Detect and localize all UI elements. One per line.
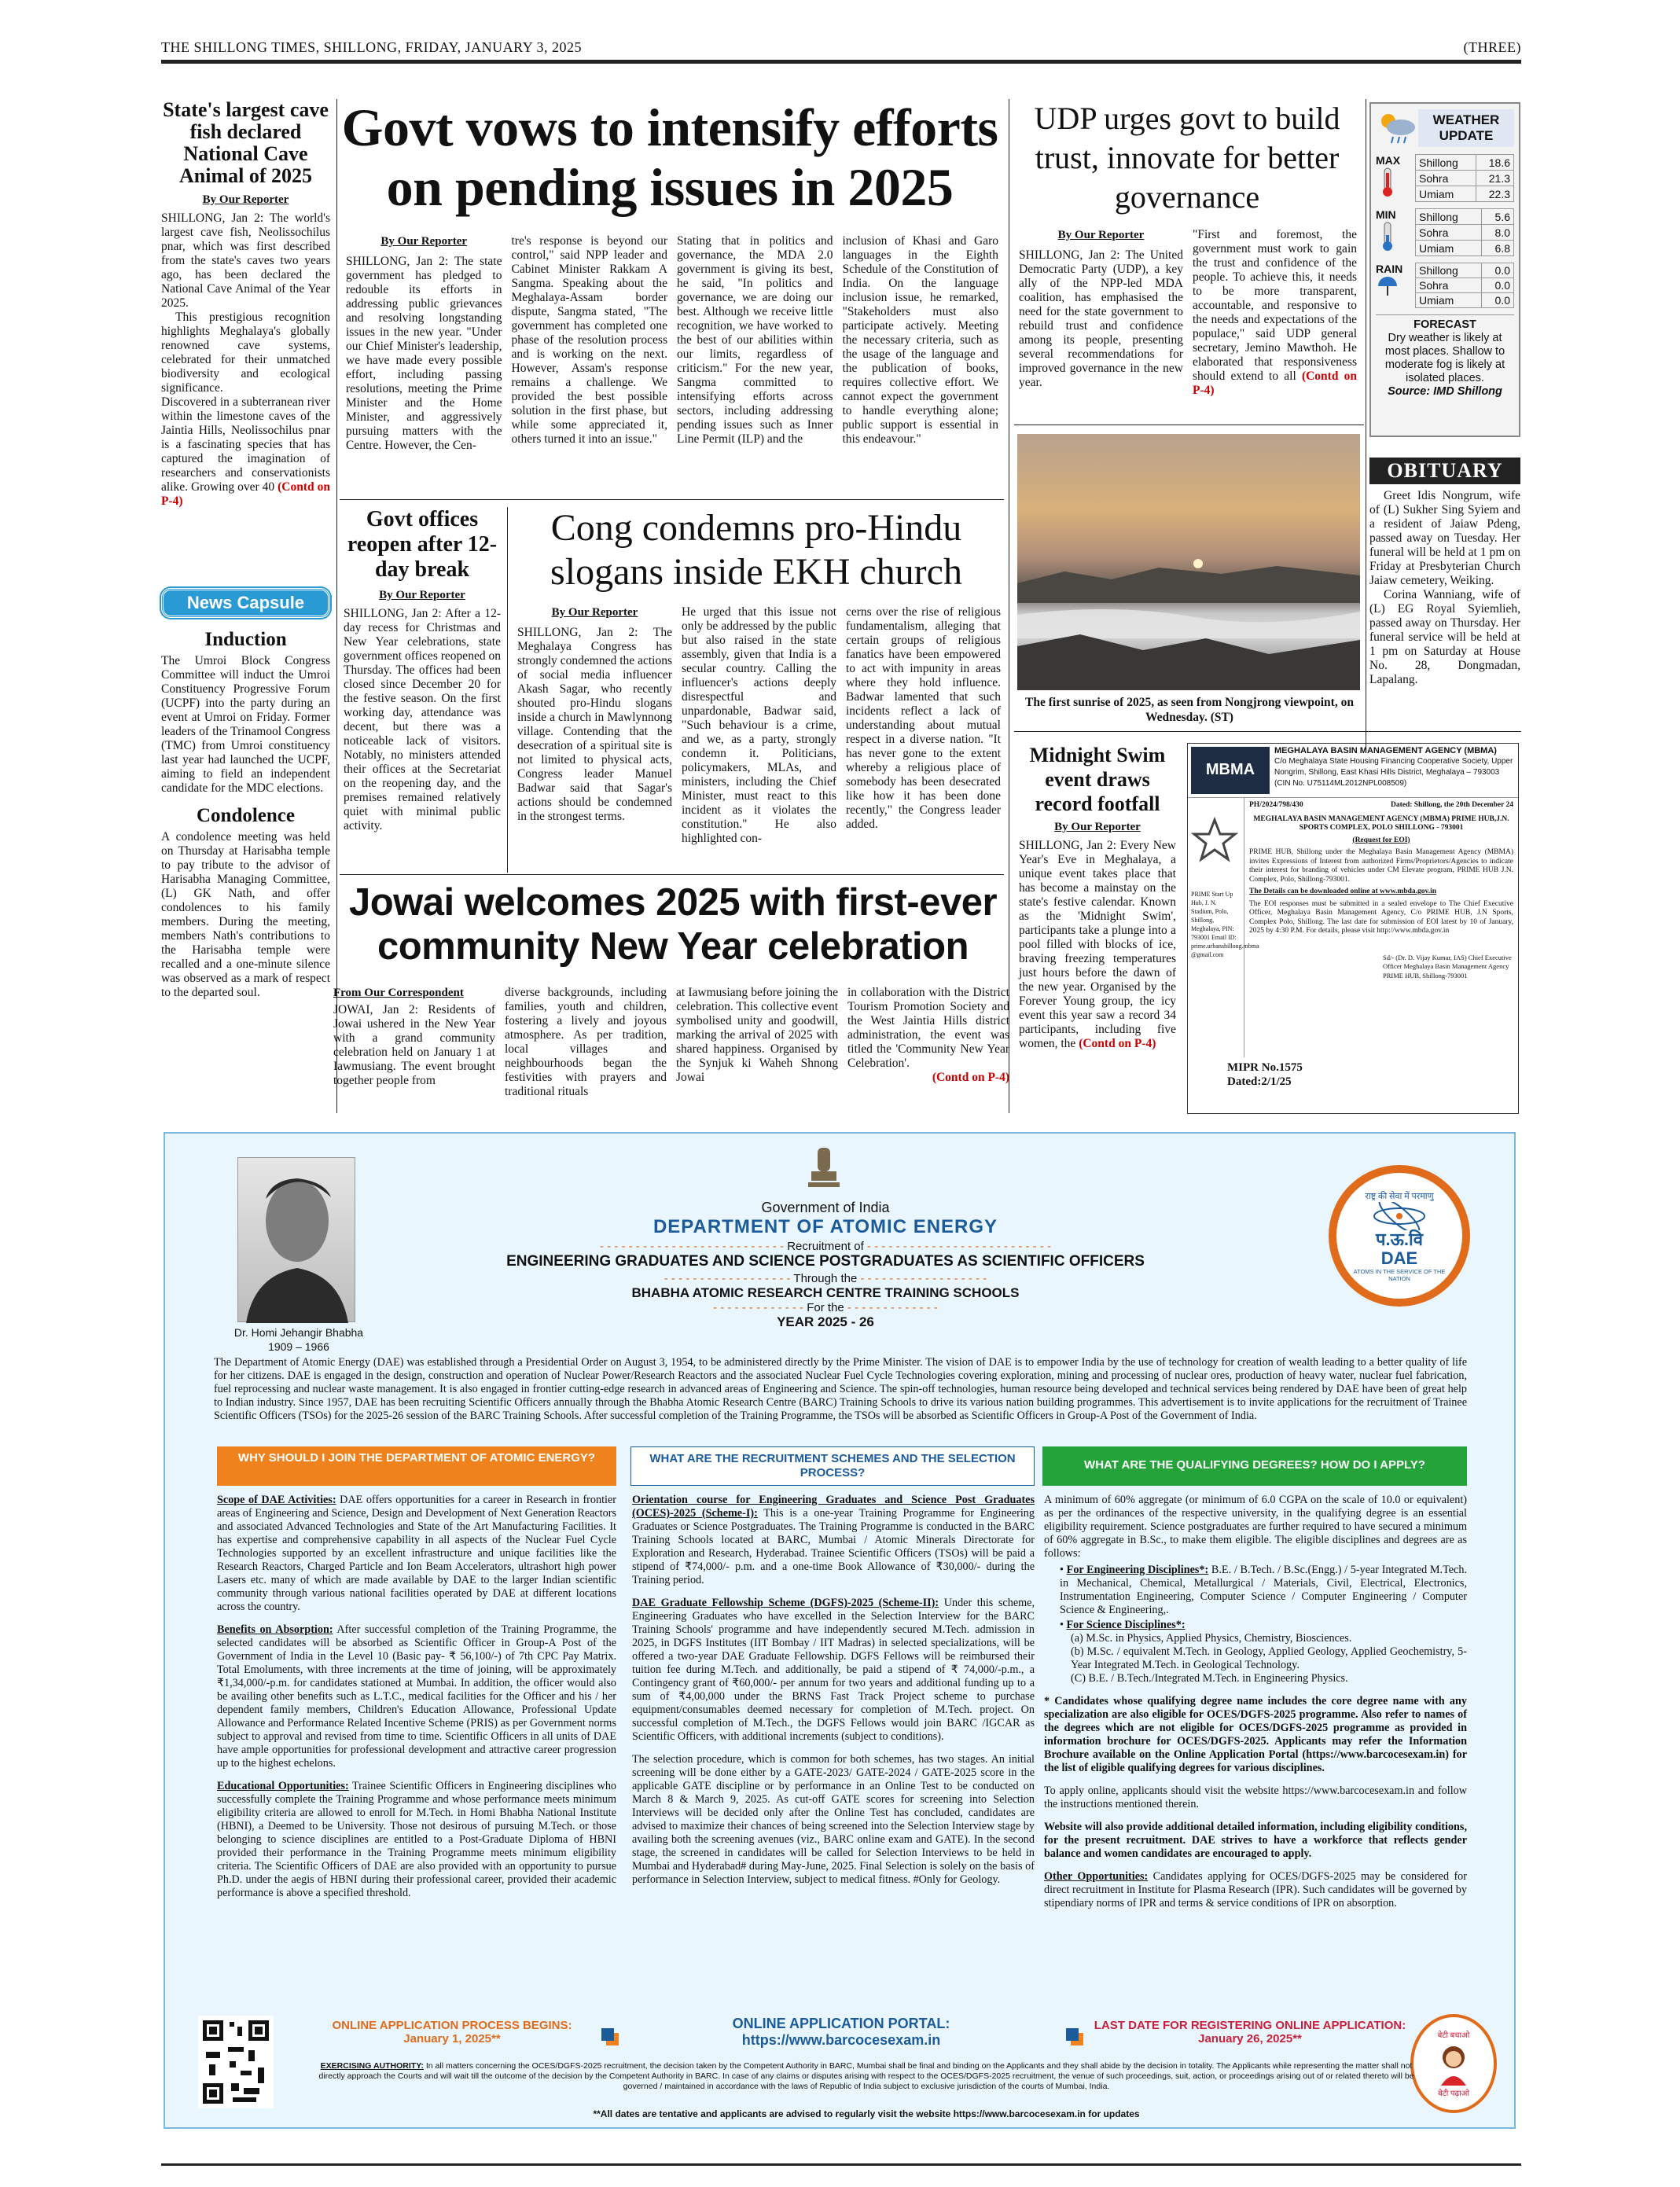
page-header	[161, 39, 1521, 60]
govt-vows-article	[346, 234, 998, 453]
cong-text-3: cerns over the rise of religious fundamentalism, alleging that certain groups of religious fanatics have been empowered to act with impunity in areas where they hold influence. Badwar lamented that such incidents reflect a lack of understanding about mutual respect in a diverse nation. "It has never gone to the extent whereby a religious place of somebody has been desecrated like how it has been done recently," the Congress leader added.	[846, 605, 1001, 831]
portrait-years: 1909 – 1966	[268, 1340, 329, 1353]
star-emblem-icon	[1191, 817, 1238, 864]
midnight-article	[1019, 743, 1176, 1051]
dae-logo	[1329, 1165, 1470, 1307]
col2-header: WHAT ARE THE RECRUITMENT SCHEMES AND THE SELECTION PROCESS?	[630, 1446, 1035, 1486]
govt-vows-col-3	[677, 234, 833, 453]
wx-place: Sohra	[1416, 171, 1476, 186]
forecast	[1376, 314, 1514, 399]
obituary	[1369, 458, 1520, 687]
wx-value: 8.0	[1482, 225, 1514, 241]
col-rule-left	[336, 99, 337, 1113]
udp-contd[interactable]: (Contd on P-4)	[1193, 369, 1357, 397]
dae-title1: ENGINEERING GRADUATES AND SCIENCE POSTGRADUATES AS SCIENTIFIC OFFICERS	[506, 1253, 1145, 1270]
mbma-body-wrap	[1188, 798, 1518, 1057]
dae-ad	[164, 1132, 1516, 2129]
authority	[316, 2061, 1417, 2092]
dae-title2: BHABHA ATOMIC RESEARCH CENTRE TRAINING SCHOOLS	[631, 1285, 1020, 1300]
mbma-footer	[1188, 1057, 1518, 1092]
mbma-org2: MEGHALAYA BASIN MANAGEMENT AGENCY (MBMA) PRIME HUB,J.N. SPORTS COMPLEX, POLO SHILLONG - 793001	[1253, 814, 1509, 832]
dae-titles	[401, 1200, 1250, 1330]
col3-sci-item: (C) B.E. / B.Tech./Integrated M.Tech. in Engineering Physics.	[1071, 1672, 1348, 1685]
govt-offices-body: SHILLONG, Jan 2: After a 12-day recess for Christmas and New Year celebrations, state government offices reopened on Thursday. The offices had been closed since December 20 for the festive season. On the first working day, attendance was decent, but there was a noticeable lack of visitors. Notably, no ministers attended their offices at the Secretariat on the reopening day, and the premises remained relatively quiet with minimal public activity.	[344, 607, 501, 833]
dae-recruitment-of: Recruitment of	[787, 1240, 864, 1253]
dae-gov: Government of India	[761, 1200, 890, 1215]
udp-byline: By Our Reporter	[1057, 229, 1145, 241]
jowai-byline: From Our Correspondent	[333, 987, 464, 999]
wx-place: Umiam	[1416, 241, 1482, 256]
jowai-text-3: at Iawmusiang before joining the celebration. This collective event symbolised unity and goodwill, marking the arrival of 2025 with shared happiness. Organised by the Synjuk ki Waheh Shnong Jowai	[676, 986, 838, 1084]
para-head: DAE Graduate Fellowship Scheme (DGFS)-2025 (Scheme-II):	[632, 1597, 939, 1609]
sunrise-photo	[1017, 434, 1360, 690]
udp-col-2	[1193, 228, 1357, 398]
mbma-ref-row	[1249, 801, 1513, 810]
portrait-silhouette-icon	[238, 1158, 356, 1323]
govt-vows-col-4	[843, 234, 999, 453]
mbma-mipr: MIPR No.1575	[1227, 1061, 1303, 1074]
jowai-contd[interactable]: (Contd on P-4)	[932, 1071, 1009, 1084]
authority-text: In all matters concerning the OCES/DGFS-2025 recruitment, the decision taken by the Competent Authority in BARC, Mumbai shall be final and binding on the Applicants and they shall abide by the decision in totality. The Applicants while representing the matter shall not directly approach the Courts and will wait till the outcome of the decision by the Competent Authority in BARC. In case of any claims or disputes arising with respect to the OCES/DGFS-2025 recruitment, the venue of such proceedings, suit, action, or proceedings arising out of or related thereto will be governed / maintained in accordance with the laws of Republic of India subject to exclusive jurisdiction of the courts of Mumbai, India.	[318, 2061, 1414, 2091]
col3-eng: • For Engineering Disciplines*: B.E. / B.Tech. / B.Sc.(Engg.) / 5-year Integrated M.Tech. in Mechanical, Chemical, Metallurgical / Materials, Civil, Electrical, Electronics, Instrumentation Engineering, Computer Science / Computer Engineering / Computer Science & Engineering,.	[1060, 1564, 1467, 1616]
cong-byline: By Our Reporter	[551, 606, 638, 619]
thermometer-cold-icon	[1376, 221, 1399, 252]
rule-govt-vows-bottom	[340, 499, 1004, 500]
rain-row	[1416, 293, 1514, 308]
govt-vows-text-2: tre's response is beyond our control," said NPP leader and Cabinet Minister Rakkam A Sangma. Speaking about the Meghalaya-Assam border dispute, Sangma stated, "The government has completed one phase of the resolution process and is working on the next. However, Assam's response remains a challenge. We provided the best possible solution in the first phase, but while some appreciated it, others turned it into an issue."	[511, 234, 667, 446]
col3-sci-item: (b) M.Sc. / equivalent M.Tech. in Geology, Applied Geology, Applied Geochemistry, 5-Year Integrated M.Tech. in Geological Technology.	[1071, 1645, 1467, 1671]
qr-code[interactable]	[198, 2016, 274, 2108]
wx-place: Umiam	[1416, 293, 1482, 308]
rain-row	[1416, 263, 1514, 278]
mbma-ad	[1187, 743, 1519, 1114]
para-text: DAE offers opportunities for a career in Research in frontier areas of Engineering and Science, Design and Development of Next Generation Reactors and associated Advanced Technologies and State of the Art Manufacturing Facilities. It has expertise and comprehensive capability in all aspects of the Nuclear Fuel Cycle Technologies supported by an excellent infrastructure and unique facilities like the Research Reactors, Charged Particle and Ion Beam Accelerators, ultrashort high power Lasers etc. many of which are made available by DAE to the larger Indian scientific community through various national facilities operated by DAE at different locations across the country.	[217, 1494, 616, 1613]
para-text: Trainee Scientific Officers in Engineering disciplines who successfully complete the Training Programme and whose performance meets minimum eligibility criteria are allowed to enroll for M.Tech. in Homi Bhabha National Institute (HBNI), a Deemed to be University. Those not desirous of pursuing M.Tech. or those belonging to science disciplines are entitled to a Post-Graduate Diploma of HBNI provided their performance in the Training Programme meets minimum eligibility criteria. The Scientific Officers of DAE are also provided with an opportunity to pursue Ph.D. under the aegis of HBNI during their professional career, provided their academic performance is above a specified threshold.	[217, 1780, 617, 1899]
mbma-top-text	[1270, 747, 1515, 794]
max-table	[1415, 154, 1514, 202]
govt-vows-byline: By Our Reporter	[380, 235, 468, 248]
midnight-headline: Midnight Swim event draws record footfall	[1029, 744, 1166, 815]
wx-value: 22.3	[1476, 186, 1514, 202]
govt-vows-text-1: SHILLONG, Jan 2: The state government has pledged to redouble its efforts in addressing public grievances and resolving longstanding issues in the new year. "Under our Chief Minister's leadership, we have made every possible effort, including passing resolutions, meeting the Prime Minister and the Home Minister, and aggressively pursuing matters with the Centre. However, the Cen-	[346, 255, 502, 452]
bhabha-portrait	[237, 1157, 355, 1322]
midnight-byline: By Our Reporter	[1054, 821, 1141, 833]
cave-fish-article	[161, 99, 330, 509]
capsule-item-text: A condolence meeting was held on Thursday at Harisabha temple to pay tribute to the advisor of Harisabha Managing Committee, (L) GK Nath, and offer condolences to his family members. During the meeting, members Nath's contributions to the Harisabha temple were recalled and a one-minute silence was observed as a mark of respect to the departed soul.	[161, 830, 330, 999]
min-row	[1416, 209, 1514, 225]
rain-row	[1416, 278, 1514, 293]
col3-other-head: Other Opportunities:	[1044, 1870, 1149, 1883]
para-head: Educational Opportunities:	[217, 1780, 349, 1792]
cong-text-2: He urged that this issue not only be addressed by the public but also raised in the state assembly, given that India is a secular country. Calling the influencer's actions deeply disrespectful and unpardonable, Badwar said, "Such behaviour is a crime, and we, as a party, strongly condemn it. Politicians, policymakers, MLAs, and ministers, including the Chief Minister, must react to this incident as it violates the constitution." He also highlighted con-	[682, 605, 836, 845]
max-thermo	[1376, 154, 1415, 202]
header-rule	[161, 60, 1521, 64]
page-header-left: THE SHILLONG TIMES, SHILLONG, FRIDAY, JANUARY 3, 2025	[161, 39, 583, 55]
col3-apply: To apply online, applicants should visit the website https://www.barcocesexam.in and follow the instructions mentioned therein.	[1044, 1785, 1467, 1810]
wx-value: 0.0	[1482, 278, 1514, 293]
beti-badge	[1410, 2014, 1497, 2113]
dae-through: Through the	[793, 1272, 858, 1285]
girl-icon	[1430, 2040, 1477, 2087]
authority-head: EXERCISING AUTHORITY:	[320, 2061, 424, 2071]
obituary-entry: Corina Wanniang, wife of (L) EG Royal Syiemlieh, passed away on Thursday. Her funeral service will be held at 1 pm on Saturday at House No. 28, Dongmadan, Lapalang.	[1369, 588, 1520, 686]
news-capsule	[161, 588, 330, 1000]
dae-col3	[1044, 1494, 1467, 1910]
udp-headline: UDP urges govt to build trust, innovate for better governance	[1034, 101, 1340, 215]
jowai-text-2: diverse backgrounds, including families, youth and children, fostering a lively and joyous atmosphere. As per tradition, local villages and neighbourhoods began the festivities with prayers and traditional rituals	[505, 986, 667, 1098]
last-label: LAST DATE FOR REGISTERING ONLINE APPLICATION:	[1094, 2019, 1406, 2032]
col3-web: Website will also provide additional detailed information, including eligibility conditions, for the present recruitment. DAE strives to have a workforce that reflects gender balance and women candidates are encouraged to apply.	[1044, 1821, 1467, 1860]
mbma-body: PRIME HUB, Shillong under the Meghalaya Basin Management Agency (MBMA) invites Expressions of Interest from authorized Firms/Proprietors/Agencies to indicate their interest for branding of vehicles under CM Elevate program, PRIME HUB J.N. Complex, Polo, Shillong-793001.	[1249, 848, 1513, 884]
cave-fish-p1: SHILLONG, Jan 2: The world's largest cave fish, Neolissochilus pnar, which was first described from the state's caves two years ago, has been declared the National Cave Animal of the Year 2025.	[161, 211, 330, 310]
col3-other-text: Candidates applying for OCES/DGFS-2025 may be considered for direct recruitment in Institute for Plasma Research (IPR). Such candidates will be governed by stipendiary norms of IPR and terms & service conditions of IPR on absorption.	[1044, 1870, 1467, 1909]
mbma-ref: PH/2024/798/430	[1249, 801, 1303, 809]
wx-value: 0.0	[1482, 293, 1514, 308]
badge-bottom: बेटी पढ़ाओ	[1438, 2090, 1469, 2098]
rule-jowai-top	[340, 874, 1004, 875]
col3-eng-text: B.E. / B.Tech. / B.Sc.(Engg.) / 5-year Integrated M.Tech. in Mechanical, Chemical, Metallurgical / Materials, Civil, Electrical, Electronics, Instrumentation Engineering, Computer Science / Computer Engineering / Computer Science & Engineering,.	[1060, 1564, 1467, 1616]
para-head: Scope of DAE Activities:	[217, 1494, 336, 1506]
min-thermo	[1376, 208, 1415, 256]
udp-text-2: "First and foremost, the government must work to gain the trust and confidence of the people. To achieve this, it needs to be more transparent, accountable, and responsive to the needs and expectations of the populace," said UDP general secretary, Jemino Mawthoh. He elaborated that responsiveness should extend to all	[1193, 228, 1357, 383]
forecast-text: Dry weather is likely at most places. Shallow to moderate fog is likely at isolated places.	[1384, 332, 1505, 384]
cong-col-3	[846, 605, 1001, 846]
min-row	[1416, 225, 1514, 241]
cave-fish-headline: State's largest cave fish declared National Cave Animal of 2025	[163, 98, 329, 187]
portrait-caption: Dr. Homi Jehangir Bhabha	[233, 1326, 364, 1339]
jowai-text-4: in collaboration with the District Tourism Promotion Society and the West Jaintia Hills district administration, the event was titled the 'Community New Year Celebration'.	[847, 986, 1009, 1070]
mbma-addr: C/o Meghalaya State Housing Financing Cooperative Society, Upper Nongrim, Shillong, East Khasi Hills District, Meghalaya – 793003 (CIN No. U75114ML2012NPL008509)	[1274, 756, 1513, 788]
begins-date: January 1, 2025**	[403, 2032, 501, 2045]
col3-eng-head: For Engineering Disciplines*:	[1066, 1564, 1209, 1576]
min-table	[1415, 208, 1514, 256]
cave-fish-body	[161, 211, 330, 509]
page-header-right: (THREE)	[1463, 39, 1521, 55]
dae-col2-para	[632, 1597, 1035, 1744]
govt-offices-byline: By Our Reporter	[379, 589, 465, 601]
capsule-item-text: The Umroi Block Congress Committee will induct the Umroi Constituency Progressive Forum (UCPF) into the party during an event at Umroi on Friday. Former leaders of the Trinamool Congress (TMC) from Umroi constituency last year had launched the UCPF, aiming to field an independent candidate for the MDC elections.	[161, 654, 330, 795]
cave-fish-contd[interactable]: (Contd on P-4)	[161, 480, 330, 508]
dae-col2-para	[632, 1494, 1035, 1587]
qr-code-icon	[198, 2016, 274, 2108]
wx-value: 6.8	[1482, 241, 1514, 256]
govt-offices-article	[344, 507, 501, 833]
wx-value: 18.6	[1476, 155, 1514, 171]
midnight-body	[1019, 839, 1176, 1051]
wx-value: 5.6	[1482, 209, 1514, 225]
max-label: MAX	[1376, 154, 1401, 167]
udp-col-1	[1019, 228, 1183, 398]
dae-logo-text: प.ऊ.वि DAE	[1376, 1229, 1423, 1268]
dae-for-the: For the	[807, 1301, 844, 1314]
begins-label: ONLINE APPLICATION PROCESS BEGINS:	[332, 2019, 572, 2032]
udp-text-1: SHILLONG, Jan 2: The United Democratic Party (UDP), a key ally of the NPP-led MDA coalition, has emphasised the need for the state government to rebuild trust and confidence among its people, presenting several recommendations for improved governance in the new year.	[1019, 248, 1183, 389]
dae-col2	[632, 1494, 1035, 1887]
govt-vows-headline: Govt vows to intensify efforts on pending issues in 2025	[341, 97, 998, 217]
badge-top: बेटी बचाओ	[1437, 2031, 1470, 2040]
mbma-body2: The EOI responses must be submitted in a sealed envelope to The Chief Executive Officer, Meghalaya Basin Management Agency, C/o PRIME HUB, J.N Sports, Complex Polo, Shillong. The last date for submission of EOI latest by 10 of January, 2025 by 4:30 P.M. For details, please visit http://www.mbda.gov.in	[1249, 899, 1513, 935]
max-row	[1416, 171, 1514, 186]
through-row: - - - - - - - - - - - - - - - - - - Through the - - - - - - - - - - - - - - - - - -	[664, 1272, 987, 1285]
govt-vows-text-4: inclusion of Khasi and Garo languages in the Eighth Schedule of the Constitution of India. On the language inclusion issue, he remarked, "Stakeholders must also participate actively. Meeting the necessary criteria, such as the usage of the language and the publication of books, requires collective effort. We cannot expect the government to handle everything alone; public support is essential in this endeavour."	[842, 234, 998, 446]
midnight-text: SHILLONG, Jan 2: Every New Year's Eve in Meghalaya, a unique event takes place that has become a mainstay on the state's festive calendar. Known as the 'Midnight Swim', participants take a plunge into a pool filled with blocks of ice, braving freezing temperatures just hours before the dawn of the new year. Organised by the Forever Young group, the icy event this year saw a record 34 participants, including five women, the	[1019, 839, 1176, 1050]
col3-sci: • For Science Disciplines*:	[1060, 1619, 1186, 1631]
wx-place: Sohra	[1416, 225, 1482, 241]
rain-label: RAIN	[1376, 263, 1403, 275]
dae-intro: The Department of Atomic Energy (DAE) was established through a Presidential Order on August 3, 1954, to be administered directly by the Prime Minister. The vision of DAE is to empower India by the use of technology for creation of wealth leading to a better quality of life for her citizens. DAE is engaged in the design, construction and operation of Nuclear Power/Research Reactors and the associated Nuclear Fuel Cycle Technologies covering exploration, mining and processing of nuclear ores, production of heavy water, nuclear fuel fabrication, fuel reprocessing and nuclear waste management. It is also engaged in frontier cutting-edge research in advanced areas of Engineering and Science. The spin-off technologies, human resource being developed and technical services being rendered by DAE have been of great help to Indian industry. Since 1957, DAE has been recruiting Scientific Officers annually through the Bhabha Atomic Research Centre (BARC) Training Schools to drive its various nation building programmes. This advertisement is to invite applications for the recruitment of Trainee Scientific Officers (TSOs) for the 2025-26 session of the BARC Training Schools. After successful completion of the Training Programme, the TSOs will be absorbed as Scientific Officers in Group-A Post of the Government of India.	[214, 1356, 1467, 1422]
capsule-item-title: Condolence	[197, 805, 295, 826]
wx-place: Shillong	[1416, 155, 1476, 171]
max-row	[1416, 155, 1514, 171]
min-label: MIN	[1376, 208, 1396, 221]
weather-box	[1369, 102, 1520, 437]
col3-sci-item: (a) M.Sc. in Physics, Applied Physics, Chemistry, Biosciences.	[1071, 1632, 1352, 1645]
jowai-text-1: JOWAI, Jan 2: Residents of Jowai ushered in the New Year with a grand community celebration held on January 1 at Iawmusiang. The event brought together people from	[333, 1003, 495, 1087]
dae-logo-ring: ATOMS IN THE SERVICE OF THE NATION	[1353, 1267, 1446, 1282]
mbma-sign: Sd/- (Dr. D. Vijay Kumar, IAS) Chief Executive Officer Meghalaya Basin Management Agency PRIME HUB, Shillong-793001	[1383, 953, 1512, 980]
news-capsule-label: News Capsule	[161, 588, 330, 618]
weather-icon	[1376, 108, 1418, 148]
weather-max	[1371, 153, 1519, 204]
forecast-title: FORECAST	[1413, 318, 1476, 331]
umbrella-icon	[1376, 275, 1399, 299]
cave-fish-p3: Discovered in a subterranean river within the limestone caves of the Jaintia Hills, Neolissochilus pnar is a fascinating species that has captured the imagination of researchers and conservationists alike. Growing over 40	[161, 395, 330, 494]
capsule-item-title: Induction	[204, 629, 287, 650]
govt-vows-text-3: Stating that in politics and governance, the MDA 2.0 government is giving its best, he said, "In politics and governance, we are doing our best. Although we receive little recognition, we have worked to the best of our abilities within our limits, regardless of criticism." For the new year, Sangma committed to intensifying efforts across sectors, including addressing pending issues such as Inner Line Permit (ILP) and the	[677, 234, 833, 446]
weather-header	[1371, 104, 1519, 153]
col3-sci-head: For Science Disciplines*:	[1066, 1619, 1186, 1631]
mbma-org: MEGHALAYA BASIN MANAGEMENT AGENCY (MBMA)	[1274, 746, 1497, 755]
cong-text-1: SHILLONG, Jan 2: The Meghalaya Congress has strongly condemned the actions of social media influencer Akash Sagar, who recently shouted pro-Hindu slogans inside a church in Mawlynnong village. Contending that the desecration of a spiritual site is not limited to physical acts, Congress leader Manuel Badwar said that Sagar's actions should be condemned in the strongest terms.	[517, 626, 672, 823]
photo-caption: The first sunrise of 2025, as seen from Nongjrong viewpoint, on Wednesday. (ST)	[1025, 696, 1354, 724]
obituary-body	[1369, 489, 1520, 687]
midnight-contd[interactable]: (Contd on P-4)	[1079, 1037, 1156, 1050]
mbma-main	[1244, 798, 1518, 1057]
dae-year: YEAR 2025 - 26	[777, 1314, 874, 1329]
max-row	[1416, 186, 1514, 202]
obituary-title: OBITUARY	[1369, 458, 1520, 484]
last-date-box	[1093, 2019, 1407, 2045]
jowai-col-4	[847, 986, 1009, 1099]
govt-vows-col-1	[346, 234, 502, 453]
para-text: The selection procedure, which is common for both schemes, has two stages. An initial screening will be done either by a GATE-2023/ GATE-2024 / GATE-2025 score in the applicable GATE discipline or by performance in an Online Test to be conducted on March 8 & March 9, 2025. As cut-off GATE scores for screening into Selection Interviews will be decided only after the Online Test has concluded, candidates are advised to maximize their chances of being screened into the Selection Interview stage by availing both the screening avenues (viz., BARC online exam and GATE). In the second stage, the screened in candidates will be called for Selection Interviews to be held in Mumbai and Hyderabad# during May-June, 2025. Final Selection is solely on the basis of performance in Selection Interview, subject to medical fitness. #Only for Geology.	[632, 1753, 1035, 1886]
recruitment-of-row: - - - - - - - - - - - - - - - - - - - - - - - - - - Recruitment of - - - - - - - - - - - - - - - - - - - - - - - - - -	[599, 1240, 1051, 1253]
para-text: This is a one-year Training Programme for Engineering Graduates or Science Postgraduates. The Training Programme is conducted in the BARC Training Schools located at BARC, Mumbai / Atomic Minerals Directorate for Exploration and Research, Hyderabad. Trainee Scientific Officers (TSOs) will be paid a stipend of ₹74,000/- p.m. and a one-time Book Allowance of ₹30,000/- during the Training period.	[632, 1507, 1035, 1586]
min-row	[1416, 241, 1514, 256]
col3-intro: A minimum of 60% aggregate (or minimum of 6.0 CGPA on the scale of 10.0 or equivalent) as per the ordinances of the respective university, in the qualifying degree is an essential eligibility requirement. Science postgraduates are further required to have secured a minimum of 60% aggregate in B.Sc., to make them eligible. The eligible disciplines and degrees are as follows:	[1044, 1494, 1467, 1560]
cong-article	[517, 605, 1001, 846]
jowai-col-2	[505, 986, 667, 1099]
atom-icon	[1372, 1202, 1427, 1230]
rain-icon-wrap	[1376, 263, 1415, 308]
govt-vows-col-2	[512, 234, 668, 453]
wx-place: Umiam	[1416, 186, 1476, 202]
mbma-side-text: PRIME Start Up Hub, J. N. Stadium, Polo, Shillong, Meghalaya, PIN: 793001 Email ID: prime.urbanshillong.mbma @gmail.com	[1191, 891, 1259, 958]
sunrise-landscape	[1017, 434, 1360, 690]
mbma-logo: MBMA	[1191, 747, 1270, 794]
obituary-entry: Greet Idis Nongrum, wife of (L) Sukher Sing Syiem and a resident of Jaiaw Pdeng, passed away on Tuesday. Her funeral will be held at 1 pm on Friday at Presbyterian Church Jaiaw cemetery, Weiking.	[1369, 489, 1520, 587]
decor-squares-icon	[1066, 2028, 1079, 2041]
mbma-top	[1188, 744, 1518, 798]
dae-logo-hindi: राष्ट्र की सेवा में परमाणु	[1365, 1191, 1434, 1201]
govt-offices-headline: Govt offices reopen after 12-day break	[347, 507, 498, 582]
rule-photo-bottom	[1014, 731, 1521, 732]
wx-place: Shillong	[1416, 263, 1482, 278]
para-head: Benefits on Absorption:	[217, 1623, 333, 1636]
cong-headline: Cong condemns pro-Hindu slogans inside EKH church	[550, 507, 962, 593]
cave-fish-byline: By Our Reporter	[202, 193, 289, 206]
jowai-headline: Jowai welcomes 2025 with first-ever community New Year celebration	[348, 881, 998, 968]
portal-box	[637, 2016, 1046, 2049]
wx-place: Shillong	[1416, 209, 1482, 225]
mbma-dated: Dated: Shillong, the 20th December 24	[1390, 801, 1513, 809]
wx-place: Sohra	[1416, 278, 1482, 293]
para-text: After successful completion of the Training Programme, the selected candidates will be absorbed as Scientific Officer in Group-A Post of the Government of India in the Level 10 (Basic pay- ₹ 56,100/-) of 7th CPC Pay Matrix. Total Emoluments, with three increments at the time of joining, will be approximately ₹1,34,000/-p.m. for candidates stationed at Mumbai. In addition, the officer would also be availing other benefits such as L.T.C., medical facilities for the Officer and his / her dependent family members, Children's Education Allowance, Professional Update Allowance and Performance Related Incentive Scheme (PRIS) as per Government norms subject to approval and revised from time to time. Scientific Officers in all units of DAE have ample opportunities for professional development and attractive career progression up to the highest echelons.	[217, 1623, 616, 1770]
dae-col1-para	[217, 1623, 616, 1770]
para-text: Under this scheme, Engineering Graduates who have excelled in the Selection Interview for the BARC Training Schools' programme and have independently secured M.Tech. admission in 2025, in DGFS Institutes (IIT Bombay / IIT Madras) in selected specializations, will be offered a two-year DAE Graduate Fellowship. DGFS Fellows will be reimbursed their tuition fee during M.Tech. and additionally, be paid a stipend of ₹ 74,000/-p.m., a Contingency grant of ₹60,000/- per annum for two years and additional funding up to a sum of ₹4,00,000 under the BRNS Fast Track Project scheme to purchase equipment/consumables deemed necessary for completion of M.Tech. project. On successful completion of M.Tech., the DGFS Fellows would join BARC /IGCAR as Scientific Officers, with additional increments (subject to conditions).	[632, 1597, 1035, 1743]
forecast-source: Source: IMD Shillong	[1388, 385, 1502, 398]
mbma-mipr-date: Dated:2/1/25	[1227, 1075, 1292, 1088]
portal-url[interactable]: https://www.barcocesexam.in	[741, 2032, 941, 2048]
cave-fish-p2: This prestigious recognition highlights Meghalaya's globally renowned cave systems, celebrated for their unmatched biodiversity and ecological significance.	[161, 311, 330, 395]
mbma-details[interactable]: The Details can be downloaded online at www.mbda.gov.in	[1249, 888, 1437, 895]
col1-header: WHY SHOULD I JOIN THE DEPARTMENT OF ATOMIC ENERGY?	[217, 1446, 616, 1486]
portal-label: ONLINE APPLICATION PORTAL:	[732, 2016, 950, 2031]
col3-header: WHAT ARE THE QUALIFYING DEGREES? HOW DO I APPLY?	[1042, 1446, 1467, 1486]
rain-table	[1415, 263, 1514, 308]
mbma-side	[1188, 798, 1259, 1057]
para-head: Orientation course for Engineering Graduates and Science Post Graduates (OCES)-2025 (Scheme-I):	[632, 1494, 1035, 1520]
dae-col2-para	[632, 1753, 1035, 1887]
col3-star: * Candidates whose qualifying degree name includes the core degree name with any specialization are also eligible for OCES/DGFS-2025 programme. Also refer to names of the degrees which are not eligible for OCES/DGFS-2025 programme as provided in information brochure for OCES/DGFS-2025. Applicants may refer the Information Brochure available on the Online Application Portal (https://www.barcocesexam.in) for the list of eligible qualifying degrees for various disciplines.	[1044, 1695, 1467, 1774]
begins-box	[322, 2019, 582, 2045]
cong-col-2	[682, 605, 836, 846]
weather-min	[1371, 204, 1519, 258]
dae-col1	[217, 1494, 616, 1900]
wx-value: 21.3	[1476, 171, 1514, 186]
national-emblem-icon	[803, 1145, 844, 1193]
dae-dept: DEPARTMENT OF ATOMIC ENERGY	[653, 1216, 998, 1237]
col-rule-offices	[507, 507, 508, 873]
dae-col1-para	[217, 1494, 616, 1614]
last-date: January 26, 2025**	[1198, 2032, 1302, 2045]
col3-other	[1044, 1870, 1467, 1910]
jowai-article	[333, 986, 1009, 1099]
jowai-col-1	[333, 986, 495, 1099]
for-the-row: - - - - - - - - - - - - - For the - - - - - - - - - - - - -	[713, 1301, 938, 1314]
thermometer-hot-icon	[1376, 167, 1399, 198]
mbma-eoi: (Request for EOI)	[1352, 836, 1410, 844]
dae-footnote: **All dates are tentative and applicants are advised to regularly visit the website https://www.barcocesexam.in for updates	[593, 2108, 1140, 2119]
weather-title: WEATHER UPDATE	[1418, 109, 1514, 147]
udp-article	[1019, 228, 1357, 398]
dae-col1-para	[217, 1780, 616, 1900]
cong-col-1	[517, 605, 672, 846]
wx-value: 0.0	[1482, 263, 1514, 278]
footer-rule	[161, 2163, 1521, 2166]
weather-rain	[1371, 258, 1519, 310]
jowai-col-3	[676, 986, 838, 1099]
decor-squares-icon	[601, 2028, 614, 2041]
